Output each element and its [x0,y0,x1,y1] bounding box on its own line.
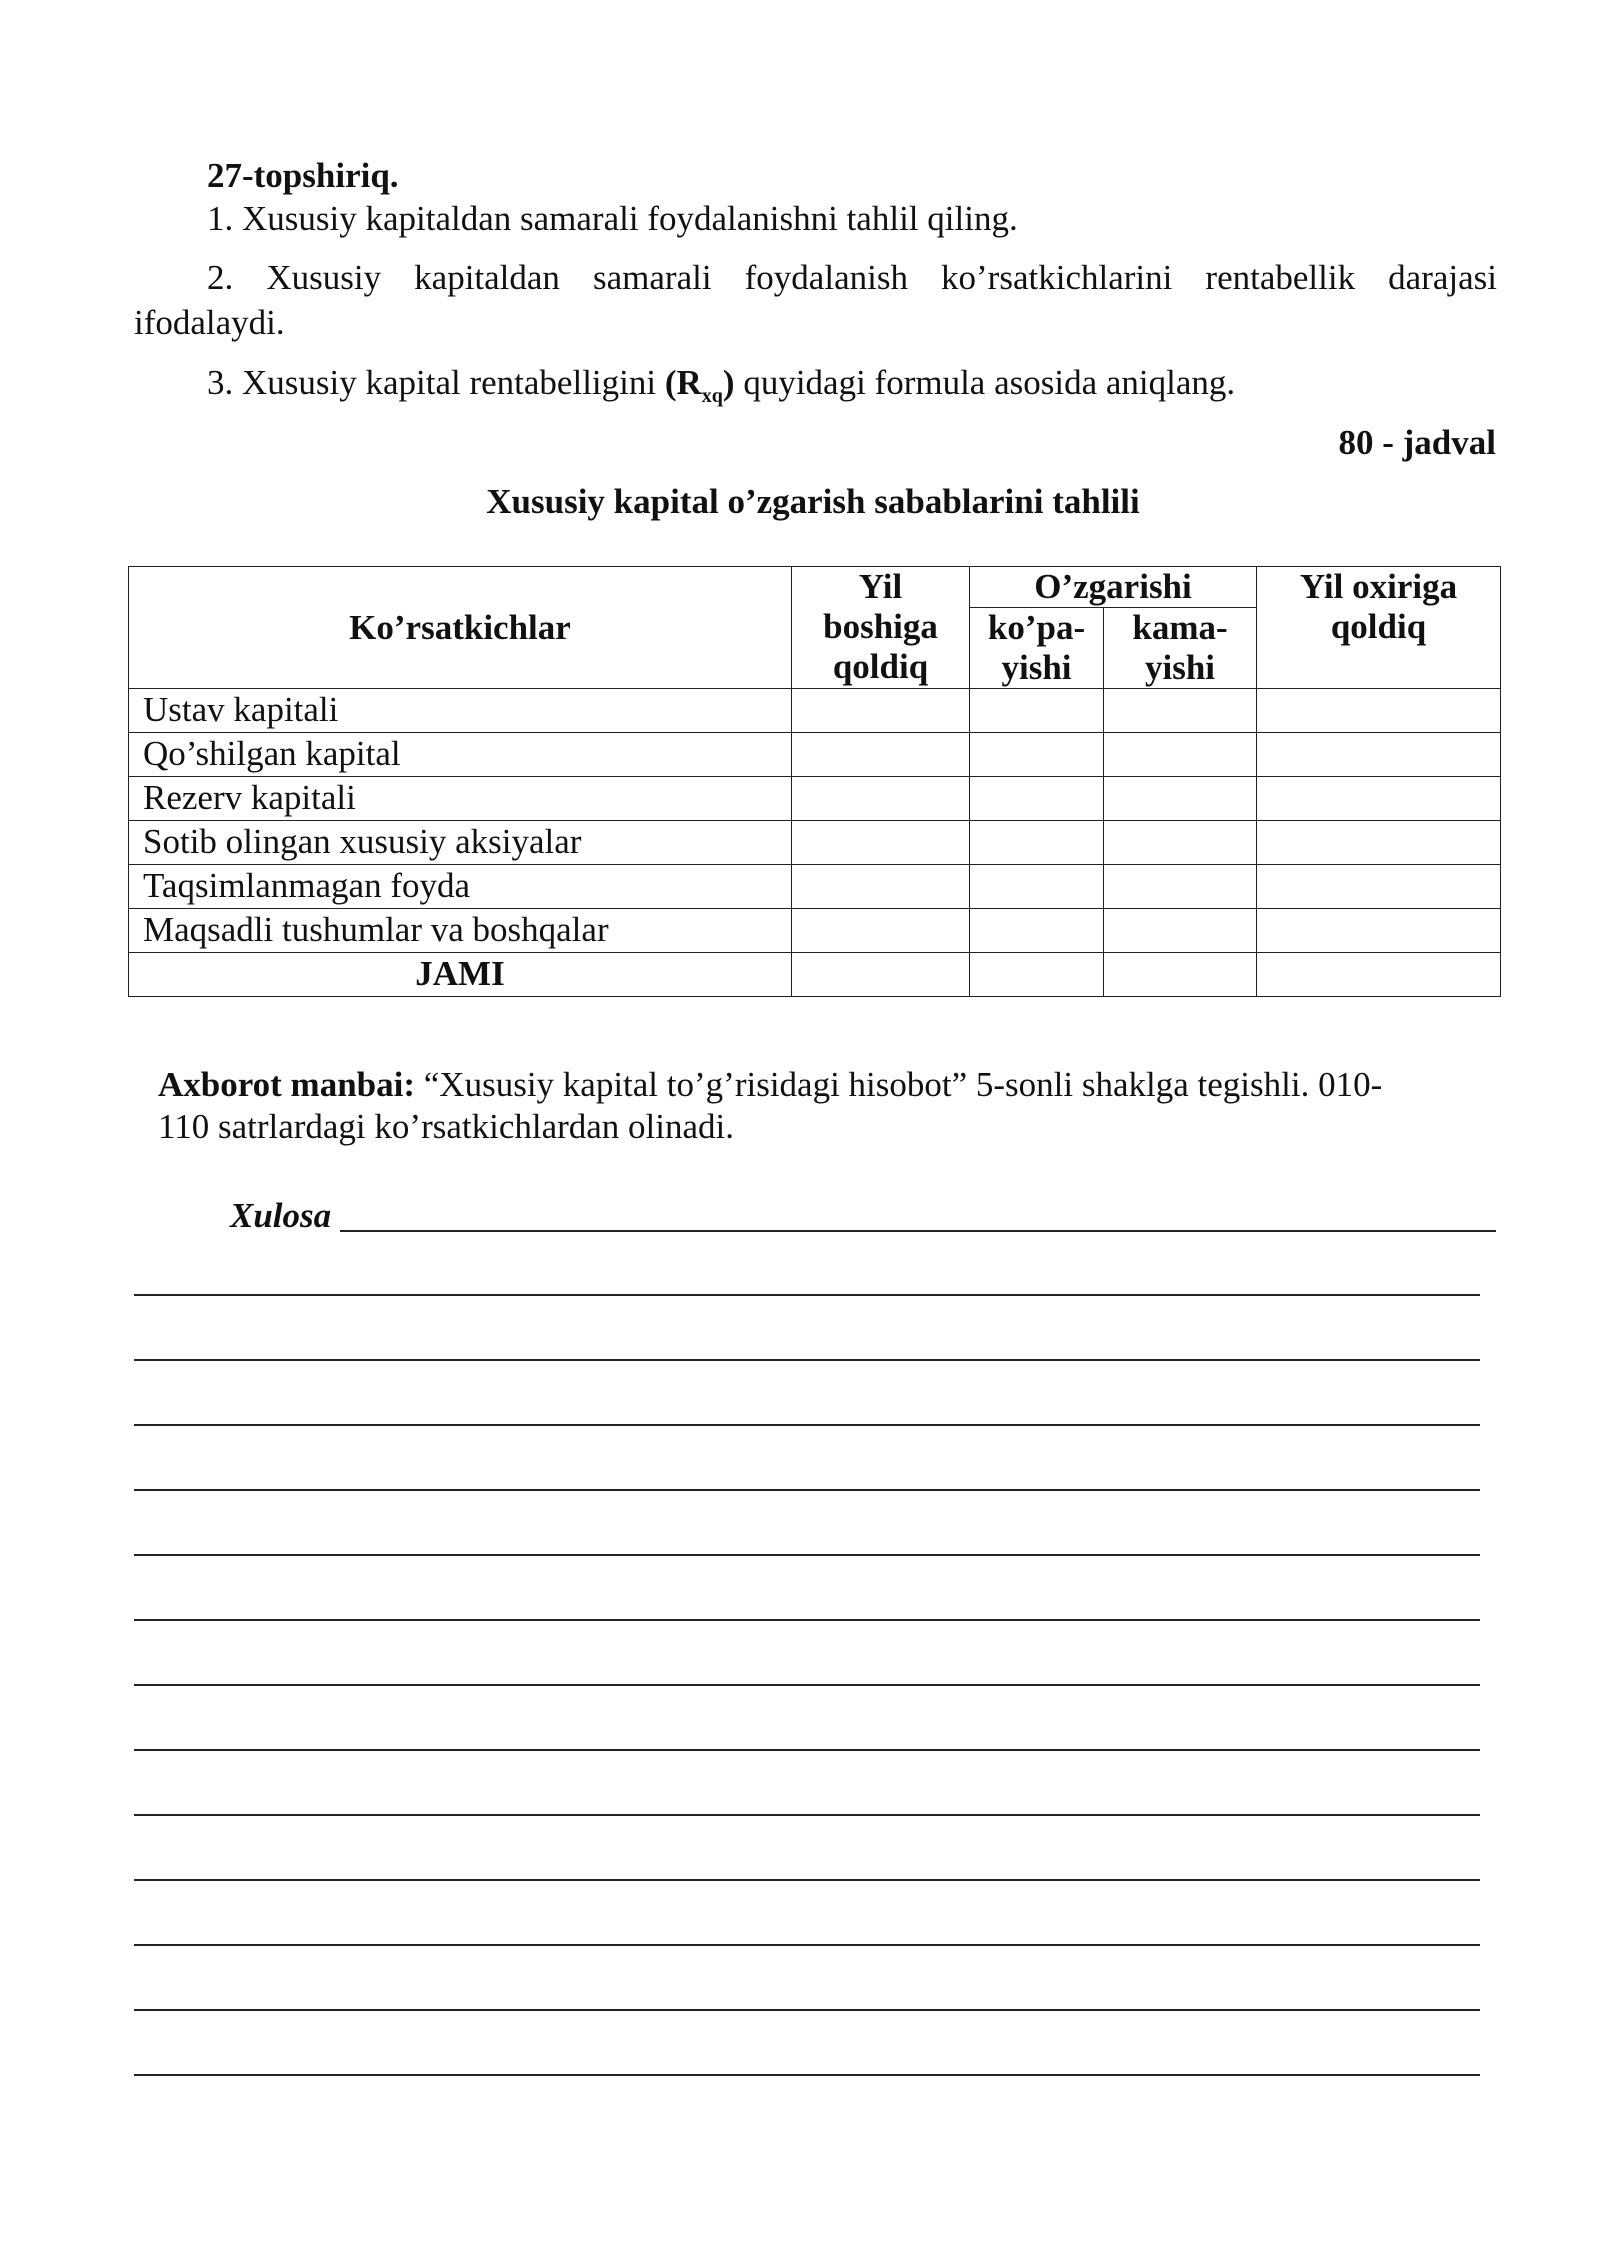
cell-increase [970,821,1104,865]
answer-line [134,1814,1480,1816]
task-item-1: 1. Xususiy kapitaldan samarali foydalanishni tahlil qiling. [207,199,1018,238]
cell-start [792,733,970,777]
answer-line [134,1684,1480,1686]
formula-subscript: xq [701,385,723,407]
cell-start [792,909,970,953]
table-total-row [129,953,1501,997]
row-label: Rezerv kapitali [129,777,792,821]
formula-close: ) [722,363,735,402]
answer-line [134,1619,1480,1621]
task-item-2-line-2: ifodalaydi. [134,303,285,342]
cell-end [1257,733,1501,777]
cell-start [792,953,970,997]
row-label: Qo’shilgan kapital [129,733,792,777]
conclusion-first-line [340,1230,1496,1232]
answer-line [134,1554,1480,1556]
task-title: 27-topshiriq. [207,156,399,195]
header-start-balance [792,567,970,689]
task-item-3-post: quyidagi formula asosida aniqlang. [734,363,1236,402]
cell-increase [970,733,1104,777]
cell-end [1257,909,1501,953]
cell-decrease [1104,821,1257,865]
cell-increase [970,953,1104,997]
cell-end [1257,777,1501,821]
answer-line [134,1749,1480,1751]
cell-decrease [1104,777,1257,821]
cell-start [792,689,970,733]
cell-increase [970,689,1104,733]
total-label: JAMI [129,953,792,997]
cell-end [1257,821,1501,865]
cell-increase [970,909,1104,953]
answer-line [134,2074,1480,2076]
table-row [129,909,1501,953]
table-row [129,821,1501,865]
cell-increase [970,865,1104,909]
header-start-line-3: qoldiq [832,647,929,686]
cell-decrease [1104,689,1257,733]
header-end-line-2: qoldiq [1330,607,1427,646]
cell-start [792,821,970,865]
task-item-2-line-1: 2. Xususiy kapitaldan samarali foydalanish ko’rsatkichlarini rentabellik darajasi [207,258,1497,297]
cell-start [792,777,970,821]
cell-end [1257,689,1501,733]
cell-decrease [1104,909,1257,953]
table-row [129,865,1501,909]
formula-main: (R [664,363,702,402]
header-decrease-line-2: yishi [1144,648,1216,687]
table-title: Xususiy kapital o’zgarish sabablarini tahlili [486,482,1140,521]
table-row [129,733,1501,777]
answer-line [134,1424,1480,1426]
conclusion-label: Xulosa [230,1196,332,1235]
table-reference: 80 - jadval [1338,423,1496,462]
header-decrease [1104,608,1257,689]
row-label: Taqsimlanmagan foyda [129,865,792,909]
source-line-2: 110 satrlardagi ko’rsatkichlardan olinadi. [158,1107,735,1146]
row-label: Ustav kapitali [129,689,792,733]
header-increase [970,608,1104,689]
capital-analysis-table [128,566,1501,997]
header-start-line-1: Yil [858,567,903,606]
cell-decrease [1104,865,1257,909]
source-text-1: “Xususiy kapital to’g’risidagi hisobot” 5-sonli shaklga tegishli. 010- [415,1065,1383,1104]
answer-line [134,1294,1480,1296]
cell-start [792,865,970,909]
cell-decrease [1104,733,1257,777]
header-increase-line-1: ko’pa- [987,608,1086,647]
header-decrease-line-1: kama- [1132,608,1228,647]
header-change: O’zgarishi [970,567,1257,608]
answer-line [134,2009,1480,2011]
header-indicators: Ko’rsatkichlar [129,567,792,689]
header-end-line-1: Yil oxiriga [1299,567,1458,606]
source-line-1 [158,1064,1382,1106]
cell-decrease [1104,953,1257,997]
table-row [129,777,1501,821]
header-increase-line-2: yishi [1001,648,1072,687]
answer-line [134,1879,1480,1881]
cell-increase [970,777,1104,821]
answer-line [134,1359,1480,1361]
row-label: Maqsadli tushumlar va boshqalar [129,909,792,953]
header-end-balance [1257,567,1501,689]
row-label: Sotib olingan xususiy aksiyalar [129,821,792,865]
table-header-row [129,567,1501,608]
cell-end [1257,865,1501,909]
cell-end [1257,953,1501,997]
task-item-3-pre: 3. Xususiy kapital rentabelligini [207,363,665,402]
answer-line [134,1489,1480,1491]
source-label: Axborot manbai: [158,1065,416,1104]
task-item-3 [207,362,1235,417]
formula-symbol [664,363,735,407]
table-row [129,689,1501,733]
header-start-line-2: boshiga [823,607,938,646]
answer-line [134,1944,1480,1946]
